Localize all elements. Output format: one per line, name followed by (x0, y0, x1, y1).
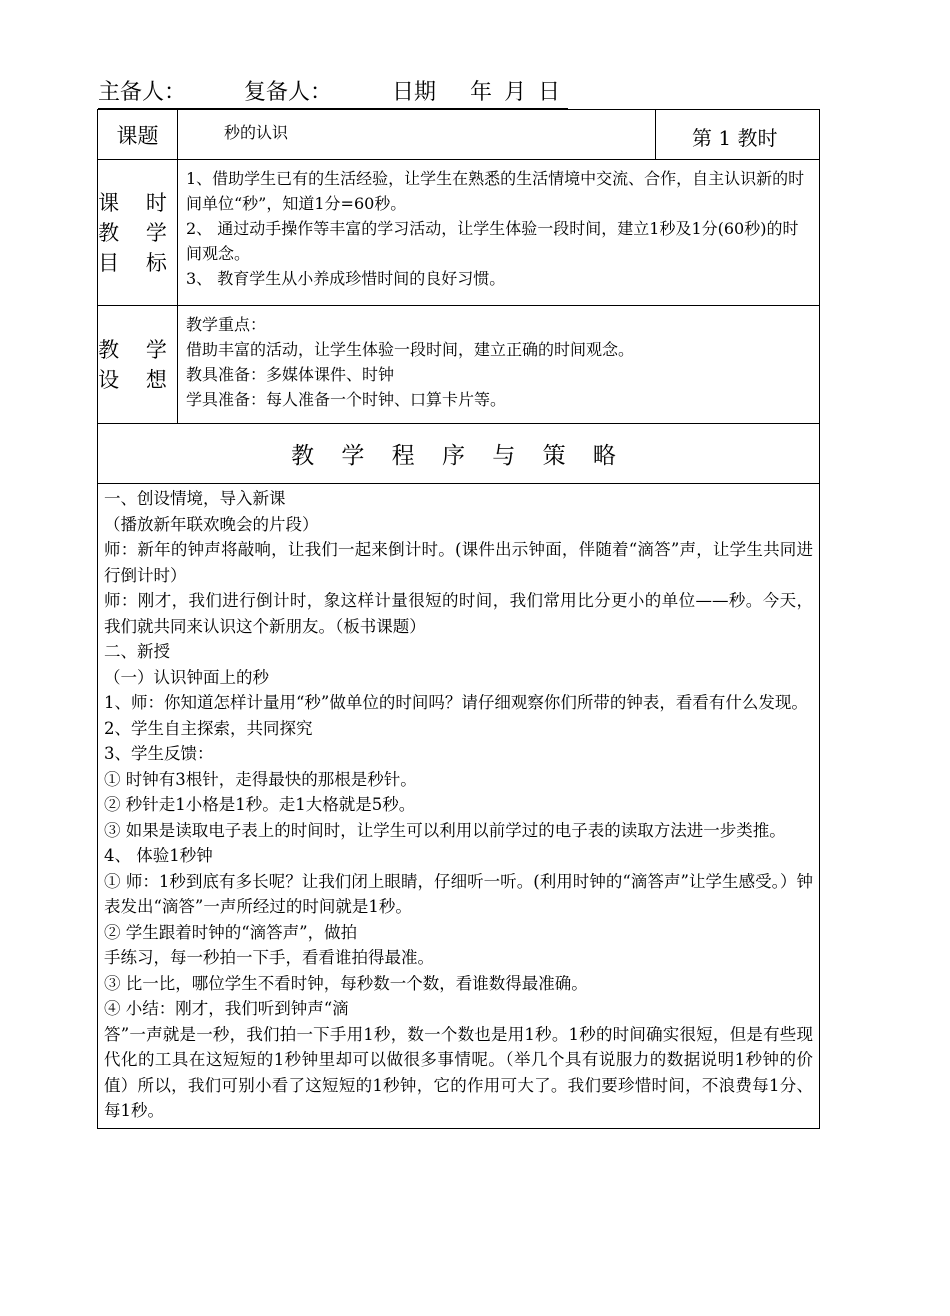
procedure-paragraph: ③ 比一比，哪位学生不看时钟，每秒数一个数，看谁数得最准确。 (104, 973, 588, 993)
date-label: 日期 (392, 80, 437, 105)
year-label: 年 (470, 80, 493, 105)
procedure-paragraph: ② 学生跟着时钟的“滴答声”，做拍 (104, 922, 358, 942)
section-title: 教 学 程 序 与 策 略 (98, 424, 820, 484)
topic-label: 课题 (98, 110, 178, 160)
design-item: 教学重点： (186, 315, 267, 334)
goals-label-line: 课 时 (98, 190, 177, 215)
procedure-paragraph: 师：新年的钟声将敲响，让我们一起来倒计时。(课件出示钟面，伴随着“滴答”声，让学生共同进行倒计时） (104, 540, 813, 585)
procedure-paragraph: ① 师：1秒到底有多长呢？让我们闭上眼睛，仔细听一听。(利用时钟的“滴答声”让学生感受。）钟表发出“滴答”一声所经过的时间就是1秒。 (104, 871, 813, 916)
period-value: 第 1 教时 (656, 110, 820, 160)
goals-label-line: 教 学 (98, 220, 177, 245)
procedure-paragraph: ④ 小结：刚才，我们听到钟声“滴 (104, 999, 349, 1018)
design-label (98, 306, 178, 424)
month-label: 月 (504, 80, 527, 105)
procedure-paragraph: 答”一声就是一秒，我们拍一下手用1秒，数一个数也是用1秒。1秒的时间确实很短，但是有些现代化的工具在这短短的1秒钟里却可以做很多事情呢。（举几个具有说服力的数据说明1秒钟的价值）所以，我们可别小看了这短短的1秒钟，它的作用可大了。我们要珍惜时间，不浪费每1分、每1秒。 (104, 1024, 813, 1120)
goal-item: 1、借助学生已有的生活经验，让学生在熟悉的生活情境中交流、合作，自主认识新的时间单位“秒”，知道1分=60秒。 (186, 169, 805, 213)
topic-row (98, 110, 820, 160)
procedure-paragraph: 2、学生自主探索，共同探究 (104, 718, 313, 738)
topic-value: 秒的认识 (178, 110, 656, 160)
procedure-paragraph: ③ 如果是读取电子表上的时间时，让学生可以利用以前学过的电子表的读取方法进一步类推。 (104, 820, 786, 840)
design-item: 教具准备：多媒体课件、时钟 (186, 365, 395, 384)
procedure-paragraph: 一、创设情境，导入新课 (104, 489, 286, 508)
reviewer-label: 复备人： (244, 80, 333, 105)
procedure-row (98, 484, 820, 1129)
procedure-paragraph: （播放新年联欢晚会的片段） (104, 514, 319, 534)
design-label-line: 设 想 (98, 367, 177, 392)
procedure-paragraph: 手练习，每一秒拍一下手，看看谁拍得最准。 (104, 948, 434, 967)
procedure-paragraph: 二、新授 (104, 642, 170, 661)
lesson-plan-table (97, 109, 820, 1129)
procedure-content (98, 484, 820, 1129)
preparer-label: 主备人： (98, 80, 187, 105)
design-label-line: 教 学 (98, 337, 177, 362)
design-item: 学具准备：每人准备一个时钟、口算卡片等。 (186, 390, 507, 409)
goals-content (178, 160, 820, 306)
procedure-paragraph: 1、师：你知道怎样计量用“秒”做单位的时间吗？请仔细观察你们所带的钟表，看看有什么发现。 (104, 693, 808, 712)
procedure-paragraph: ② 秒针走1小格是1秒。走1大格就是5秒。 (104, 795, 416, 814)
procedure-paragraph: 3、学生反馈： (104, 744, 214, 763)
procedure-paragraph: （一）认识钟面上的秒 (104, 667, 269, 687)
design-item: 借助丰富的活动，让学生体验一段时间，建立正确的时间观念。 (186, 340, 635, 359)
procedure-paragraph: 4、 体验1秒钟 (104, 846, 213, 865)
page-header (98, 78, 568, 110)
procedure-paragraph: 师：刚才，我们进行倒计时，象这样计量很短的时间，我们常用比分更小的单位——秒。今天，我们就共同来认识这个新朋友。（板书课题） (104, 591, 813, 636)
design-content (178, 306, 820, 424)
day-label: 日 (538, 80, 561, 105)
goal-item: 2、 通过动手操作等丰富的学习活动，让学生体验一段时间，建立1秒及1分(60秒)的时间观念。 (186, 219, 799, 263)
section-title-row (98, 424, 820, 484)
goals-label (98, 160, 178, 306)
procedure-paragraph: ① 时钟有3根针，走得最快的那根是秒针。 (104, 769, 417, 789)
design-row (98, 306, 820, 424)
goals-row (98, 160, 820, 306)
goal-item: 3、 教育学生从小养成珍惜时间的良好习惯。 (186, 269, 506, 288)
goals-label-line: 目 标 (98, 250, 177, 275)
